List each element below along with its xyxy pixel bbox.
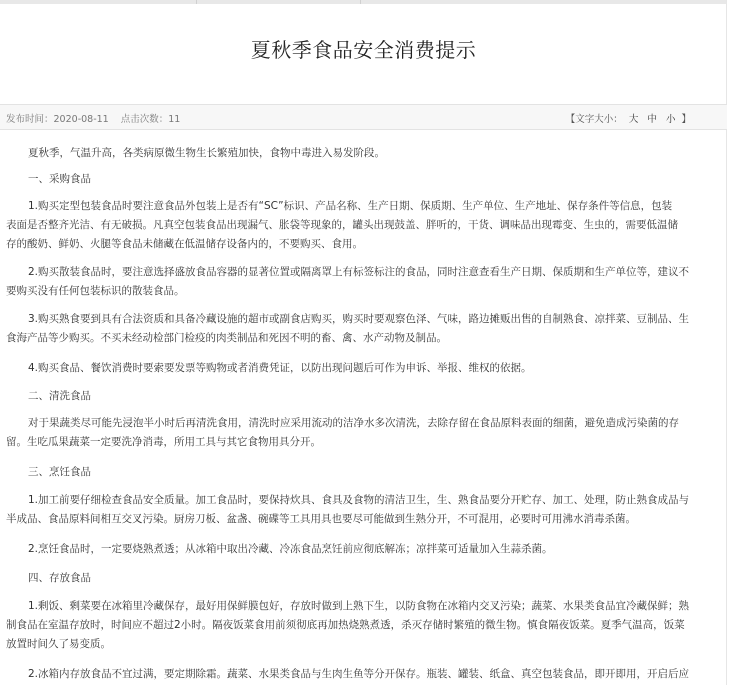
- paragraph-line: 1.剩饭、剩菜要在冰箱里冷藏保存，最好用保鲜膜包好，存放时做到上熟下生，以防食物在冰箱内交叉污染；蔬菜、水果类食品宜冷藏保鲜；熟: [28, 600, 690, 612]
- font-size-small-button[interactable]: 小: [665, 114, 676, 125]
- font-size-switcher: [566, 111, 691, 125]
- section-heading-storage: 四、存放食品: [28, 572, 91, 584]
- intro-paragraph: 夏秋季，气温升高，各类病原微生物生长繁殖加快，食物中毒进入易发阶段。: [28, 147, 385, 159]
- paragraph-line: 2.冰箱内存放食品不宜过满，要定期除霜。蔬菜、水果类食品与生肉生鱼等分开保存。瓶装、罐装、纸盒、真空包装食品，即开即用，开启后应: [28, 668, 690, 680]
- top-tab-strip: [0, 0, 751, 4]
- paragraph-line: 放置时间久了易变质。: [6, 638, 111, 650]
- paragraph-line: 1.购买定型包装食品时要注意食品外包装上是否有“SC”标识、产品名称、生产日期、保质期、生产单位、生产地址、保存条件等信息，包装: [28, 200, 673, 212]
- clicks-count: 11: [168, 114, 181, 125]
- paragraph-line: 对于果蔬类尽可能先浸泡半小时后再清洗食用，清洗时应采用流动的洁净水多次清洗，去除存留在食品原料表面的细菌，避免造成污染菌的存: [28, 417, 679, 429]
- section-heading-purchase: 一、采购食品: [28, 173, 91, 185]
- paragraph-line: 3.购买熟食要到具有合法资质和具备冷藏设施的超市或副食店购买，购买时要观察色泽、气味，路边摊贩出售的自制熟食、凉拌菜、豆制品、生: [28, 313, 690, 325]
- section-heading-washing: 二、清洗食品: [28, 390, 91, 402]
- paragraph-line: 存的酸奶、鲜奶、火腿等食品未储藏在低温储存设备内的，不要购买、食用。: [6, 238, 363, 250]
- paragraph-line: 2.购买散装食品时，要注意选择盛放食品容器的显著位置或隔离罩上有标签标注的食品，同时注意查看生产日期、保质期和生产单位等，建议不: [28, 266, 690, 278]
- paragraph-line: 制食品在室温存放时，时间应不超过2小时。隔夜饭菜食用前须彻底再加热烧熟煮透，杀灭存储时繁殖的微生物。慎食隔夜饭菜。夏季气温高，饭菜: [6, 619, 685, 631]
- paragraph-line: 食海产品等少购买。不买未经动检部门检疫的肉类制品和死因不明的畜、禽、水产动物及制品。: [6, 332, 447, 344]
- section-heading-cooking: 三、烹饪食品: [28, 466, 91, 478]
- paragraph-line: 留。生吃瓜果蔬菜一定要洗净消毒，所用工具与其它食物用具分开。: [6, 436, 321, 448]
- font-size-large-button[interactable]: 大: [628, 114, 639, 125]
- font-size-medium-button[interactable]: 中: [647, 114, 657, 125]
- page-edge: [726, 0, 727, 685]
- font-size-label: 【文字大小：: [565, 114, 623, 125]
- paragraph-line: 4.购买食品、餐饮消费时要索要发票等购物或者消费凭证，以防出现问题后可作为申诉、举报、维权的依据。: [28, 362, 532, 374]
- paragraph-line: 2.烹饪食品时，一定要烧熟煮透；从冰箱中取出冷藏、冷冻食品烹饪前应彻底解冻；凉拌菜可适量加入生蒜杀菌。: [28, 543, 553, 555]
- font-size-close: 】: [681, 114, 691, 125]
- paragraph-line: 要购买没有任何包装标识的散装食品。: [6, 285, 185, 297]
- article-title: 夏秋季食品安全消费提示: [250, 38, 477, 62]
- article-meta-info: [6, 111, 180, 125]
- article-meta-bar: [0, 104, 727, 130]
- paragraph-line: 半成品、食品原料间相互交叉污染。厨房刀板、盆盏、碗碟等工具用具也要尽可能做到生熟分开，不可混用，必要时可用沸水消毒杀菌。: [6, 513, 636, 525]
- paragraph-line: 表面是否整齐光洁、有无破损。凡真空包装食品出现漏气、胀袋等现象的，罐头出现鼓盖、胖听的，干货、调味品出现霉变、生虫的，需要低温储: [6, 219, 678, 231]
- paragraph-line: 1.加工前要仔细检查食品安全质量。加工食品时，要保持炊具、食具及食物的清洁卫生，生、熟食品要分开贮存、加工、处理，防止熟食成品与: [28, 494, 690, 506]
- clicks-label: 点击次数：: [120, 114, 169, 125]
- publish-label: 发布时间：: [6, 114, 54, 125]
- publish-date: 2020-08-11: [53, 114, 109, 125]
